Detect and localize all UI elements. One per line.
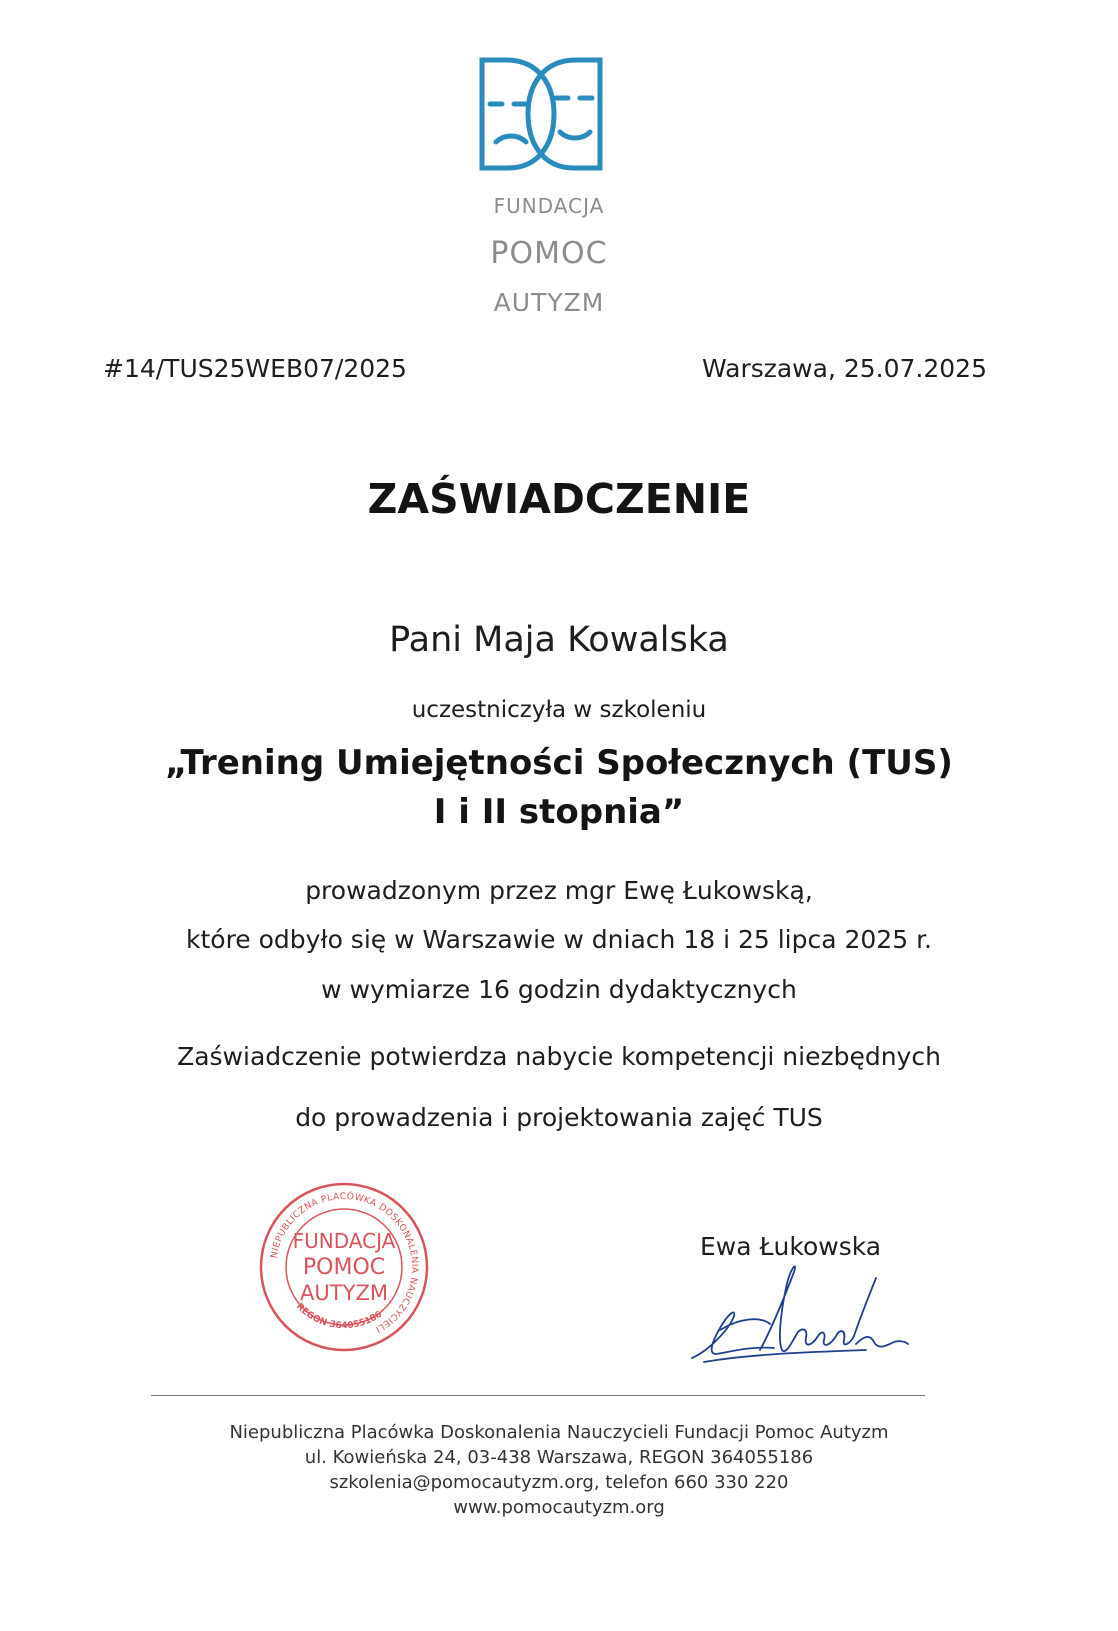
footer-contact: szkolenia@pomocautyzm.org, telefon 660 330 220 — [329, 1472, 789, 1493]
logo-text-fundacja: FUNDACJA — [493, 194, 605, 218]
foundation-logo-icon — [478, 56, 604, 180]
document-number: #14/TUS25WEB07/2025 — [103, 354, 407, 383]
foundation-stamp — [257, 1180, 431, 1354]
course-title-line2: I i II stopnia” — [433, 792, 685, 832]
competence-line-2: do prowadzenia i projektowania zajęć TUS — [295, 1103, 823, 1132]
logo-text-autyzm: AUTYZM — [493, 288, 605, 317]
footer-divider — [151, 1395, 925, 1396]
stamp-ring-text: NIEPUBLICZNA PLACÓWKA DOSKONALENIA NAUCZYCIELI — [269, 1191, 420, 1334]
footer-institution: Niepubliczna Placówka Doskonalenia Nauczycieli Fundacji Pomoc Autyzm — [229, 1422, 889, 1443]
logo-text-pomoc: POMOC — [490, 236, 608, 271]
trainer-line: prowadzonym przez mgr Ewę Łukowską, — [305, 876, 813, 905]
footer-address: ul. Kowieńska 24, 03-438 Warszawa, REGON 364055186 — [304, 1447, 814, 1468]
participation-text: uczestniczyła w szkoleniu — [411, 697, 707, 723]
competence-line-1: Zaświadczenie potwierdza nabycie kompetencji niezbędnych — [177, 1042, 941, 1071]
signatory-name: Ewa Łukowska — [700, 1232, 882, 1261]
recipient-name: Pani Maja Kowalska — [389, 620, 729, 660]
dates-line: które odbyło się w Warszawie w dniach 18 i 25 lipca 2025 r. — [186, 925, 932, 954]
footer-website: www.pomocautyzm.org — [453, 1497, 665, 1518]
handwritten-signature — [690, 1258, 910, 1368]
stamp-center-line1: FUNDACJA — [292, 1229, 396, 1253]
stamp-center-line2: POMOC — [302, 1255, 386, 1280]
stamp-center-line3: AUTYZM — [300, 1281, 388, 1305]
place-and-date: Warszawa, 25.07.2025 — [702, 354, 987, 383]
course-title-line1: „Trening Umiejętności Społecznych (TUS) — [165, 743, 953, 783]
document-title: ZAŚWIADCZENIE — [367, 475, 751, 523]
stamp-regon-text: REGON 364055186 — [293, 1301, 385, 1332]
hours-line: w wymiarze 16 godzin dydaktycznych — [321, 975, 797, 1004]
svg-text:REGON 364055186 — [294, 1302, 384, 1331]
